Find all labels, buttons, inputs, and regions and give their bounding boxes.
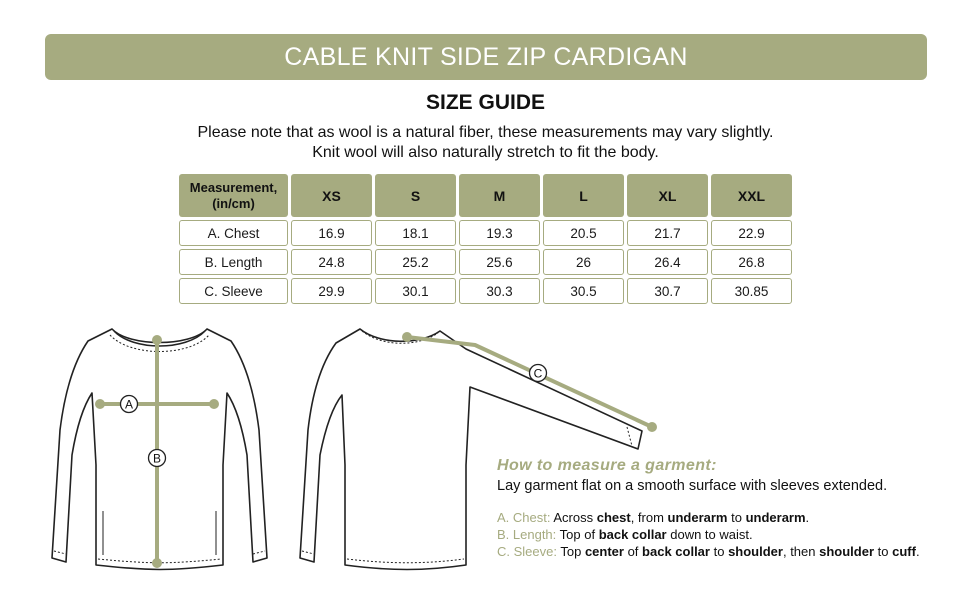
table-cell: 30.5 [543, 278, 624, 304]
instruction-emphasis: shoulder [728, 544, 783, 559]
instruction-text: Across [550, 510, 597, 525]
fit-note [0, 123, 971, 163]
instruction-emphasis: underarm [745, 510, 806, 525]
fit-note-line-1: Please note that as wool is a natural fiber, these measurements may vary slightly. [197, 124, 774, 141]
instruction-text: to [709, 544, 729, 559]
marker-b-label: B [152, 451, 162, 466]
instruction-sleeve [497, 543, 957, 560]
table-row [179, 220, 792, 246]
instruction-emphasis: back collar [598, 527, 667, 542]
measurement-header-line-2: (in/cm) [212, 195, 255, 211]
instruction-length [497, 526, 957, 543]
table-row [179, 249, 792, 275]
title-banner [45, 34, 927, 80]
marker-c-badge [530, 365, 547, 382]
table-cell: 30.7 [627, 278, 708, 304]
instruction-text: down to waist. [666, 527, 753, 542]
size-header-xxl: XXL [711, 174, 792, 217]
product-title: CABLE KNIT SIDE ZIP CARDIGAN [284, 42, 688, 71]
length-label: B. Length: [497, 527, 557, 542]
table-cell: 24.8 [291, 249, 372, 275]
fit-note-line-2: Knit wool will also naturally stretch to fit the body. [312, 144, 659, 161]
instruction-emphasis: back collar [642, 544, 710, 559]
size-chart-table [176, 171, 795, 307]
table-cell: 25.6 [459, 249, 540, 275]
measurement-header [179, 174, 288, 217]
instruction-text: . [805, 510, 810, 525]
marker-a-label: A [124, 397, 134, 412]
table-cell: 26.8 [711, 249, 792, 275]
table-cell: 21.7 [627, 220, 708, 246]
instruction-list [497, 509, 957, 560]
table-cell: 29.9 [291, 278, 372, 304]
size-header-xs: XS [291, 174, 372, 217]
instruction-emphasis: center [584, 544, 624, 559]
measuring-instructions [497, 457, 957, 560]
marker-c-label: C [533, 366, 543, 381]
table-cell: 19.3 [459, 220, 540, 246]
size-header-l: L [543, 174, 624, 217]
sleeve-label: C. Sleeve: [497, 544, 557, 559]
instruction-text: to [727, 510, 746, 525]
table-cell: 30.1 [375, 278, 456, 304]
sleeve-measure-line [402, 332, 657, 432]
measurement-header-line-1: Measurement, [189, 179, 278, 195]
row-label: C. Sleeve [179, 278, 288, 304]
instructions-title: How to measure a garment: [497, 457, 717, 474]
instruction-text: to [874, 544, 893, 559]
table-cell: 20.5 [543, 220, 624, 246]
table-cell: 18.1 [375, 220, 456, 246]
instructions-intro: Lay garment flat on a smooth surface with sleeves extended. [497, 478, 888, 494]
table-cell: 26.4 [627, 249, 708, 275]
row-label: A. Chest [179, 220, 288, 246]
instruction-text: Top [556, 544, 585, 559]
table-cell: 30.85 [711, 278, 792, 304]
table-cell: 16.9 [291, 220, 372, 246]
table-row [179, 278, 792, 304]
table-cell: 30.3 [459, 278, 540, 304]
size-header-m: M [459, 174, 540, 217]
instruction-text: Top of [556, 527, 599, 542]
instruction-emphasis: chest [596, 510, 631, 525]
instruction-text: . [915, 544, 920, 559]
chest-label: A. Chest: [497, 510, 551, 525]
instruction-emphasis: underarm [667, 510, 728, 525]
instruction-text: of [623, 544, 643, 559]
size-header-row [179, 174, 792, 217]
row-label: B. Length [179, 249, 288, 275]
instruction-text: , from [630, 510, 668, 525]
size-header-xl: XL [627, 174, 708, 217]
instruction-emphasis: shoulder [819, 544, 875, 559]
table-cell: 25.2 [375, 249, 456, 275]
table-cell: 22.9 [711, 220, 792, 246]
instruction-chest [497, 509, 957, 526]
instruction-text: , then [782, 544, 820, 559]
table-cell: 26 [543, 249, 624, 275]
size-header-s: S [375, 174, 456, 217]
size-guide-heading: SIZE GUIDE [425, 91, 546, 114]
marker-a-badge [121, 396, 138, 413]
marker-b-badge [149, 450, 166, 467]
instruction-emphasis: cuff [892, 544, 916, 559]
